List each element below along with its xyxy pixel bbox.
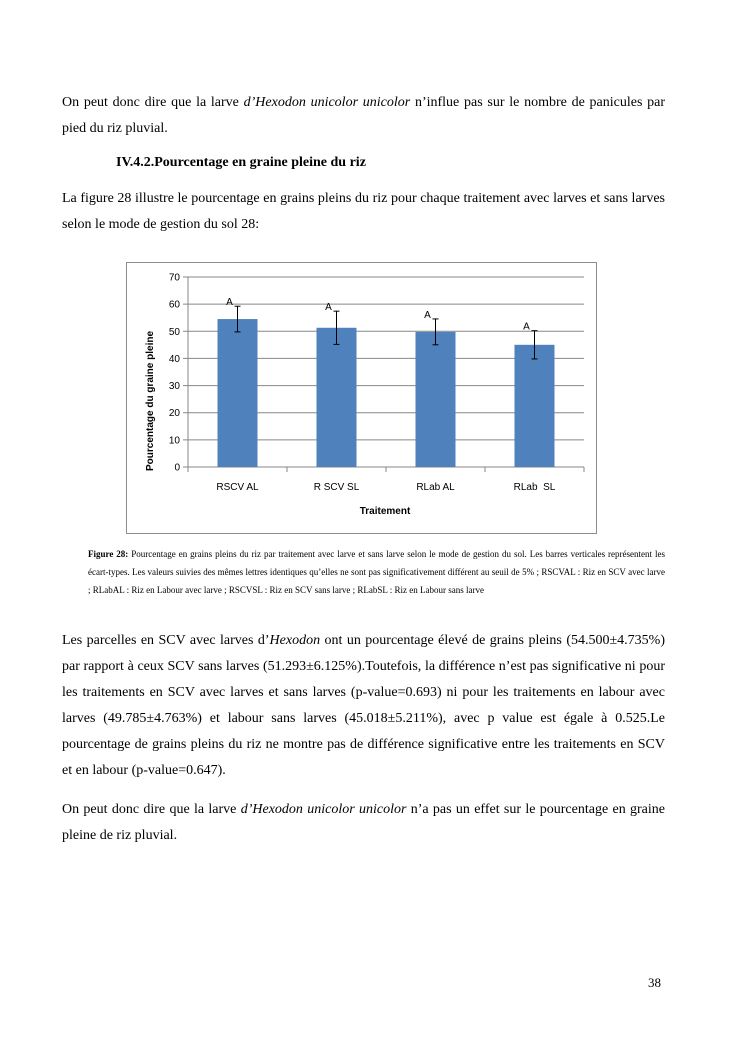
x-axis-label: Traitement [359, 506, 411, 517]
x-tick-label: RSCV AL [216, 482, 259, 493]
y-tick-label: 70 [168, 272, 180, 284]
text-run: Les parcelles en SCV avec larves d’ [62, 633, 270, 648]
x-tick-label: RLab SL [513, 482, 556, 493]
error-bars [235, 306, 538, 359]
text-run: On peut donc dire que la larve [62, 95, 244, 110]
y-tick-label: 20 [168, 408, 180, 420]
x-tick-label: RLab AL [416, 482, 455, 493]
species-name: d’Hexodon unicolor unicolor [243, 95, 411, 110]
y-tick-label: 60 [168, 299, 180, 311]
y-axis-label: Pourcentage du graine pleine [145, 330, 156, 472]
y-tick-labels [169, 273, 181, 474]
text-run: On peut donc dire que la larve [62, 802, 241, 817]
significance-letters [226, 297, 530, 332]
bar [416, 332, 456, 467]
text-run: n’influe pas sur le nombre de panicules par pied du riz pluvial. [62, 95, 665, 136]
y-tick-label: 30 [168, 381, 180, 393]
paragraph-conclusion [62, 797, 665, 849]
x-tick-labels [216, 482, 555, 493]
significance-letter: A [226, 297, 233, 309]
species-name: Hexodon [269, 633, 321, 648]
bar [515, 345, 555, 467]
paragraph-intro-figure: La figure 28 illustre le pourcentage en grains pleins du riz pour chaque traitement avec larves et sans larves selon le mode de gestion du sol 28: [62, 191, 665, 232]
text-run: ont un pourcentage élevé de grains pleins (54.500±4.735%) par rapport à ceux SCV sans larves (51.293±6.125%).Toutefois, la différence n’est pas significative ni pour les traitements en SCV avec larves et sans larves (p-value=0.693) ni pour les traitements en labour avec larves (49.785±4.763%) et labour sans larves (45.018±5.211%), avec p value est égale à 0.525.Le pourcentage de grains pleins du riz ne montre pas de différence significative entre les traitements en SCV et en labour (p-value=0.647). [62, 633, 665, 778]
significance-letter: A [424, 309, 431, 321]
caption-label: Figure 28: [88, 549, 129, 559]
y-tick-label: 50 [168, 326, 180, 338]
text-run: n’a pas un effet sur le pourcentage en graine pleine de riz pluvial. [62, 802, 665, 843]
species-name: d’Hexodon unicolor unicolor [240, 802, 407, 817]
paragraph-conclusion-panicules [62, 90, 665, 142]
y-tick-label: 40 [168, 353, 180, 365]
bars [218, 319, 555, 467]
bar-chart [126, 262, 597, 534]
y-tick-label: 0 [174, 462, 180, 474]
x-tick-label: R SCV SL [313, 482, 360, 493]
significance-letter: A [523, 321, 530, 333]
page-number: 38 [648, 975, 661, 990]
section-heading: IV.4.2.Pourcentage en graine pleine du riz [116, 155, 366, 170]
caption-text: Pourcentage en grains pleins du riz par traitement avec larve et sans larve selon le mode de gestion du sol. Les barres verticales représentent les écart-types. Les valeurs suivies des mêmes lettres identiques qu’elles ne sont pas significativement différent au seuil de 5% ; RSCVAL : Riz en SCV avec larve ; RLabAL : Riz en Labour avec larve ; RSCVSL : Riz en SCV sans larve ; RLabSL : Riz en Labour sans larve [88, 549, 665, 595]
bar [218, 319, 258, 467]
chart-canvas [127, 263, 598, 535]
paragraph-results [62, 628, 665, 784]
bar [317, 328, 357, 467]
y-tick-label: 10 [168, 435, 180, 447]
significance-letter: A [325, 302, 332, 314]
figure-caption [88, 545, 665, 599]
